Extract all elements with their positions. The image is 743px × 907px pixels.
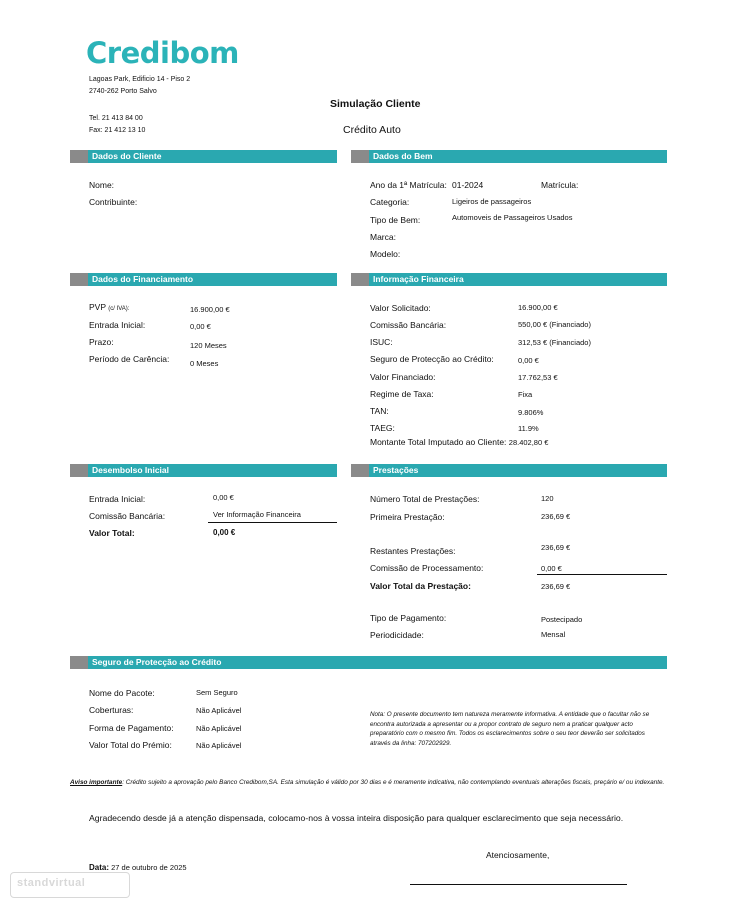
forma-pagamento-value: Não Aplicável [196, 724, 242, 733]
pacote-value: Sem Seguro [196, 688, 238, 697]
nome-label: Nome: [89, 180, 115, 190]
categoria-label: Categoria: [370, 197, 410, 207]
section-header-bem [351, 150, 667, 163]
section-title: Desembolso Inicial [92, 465, 169, 475]
restantes-prestacoes-label: Restantes Prestações: [370, 546, 456, 556]
section-header-seguro [70, 656, 667, 669]
company-tel: Tel. 21 413 84 00 [89, 115, 143, 122]
info-row-value: Fixa [518, 390, 533, 399]
desembolso-total-label: Valor Total: [89, 528, 135, 538]
pacote-label: Nome do Pacote: [89, 688, 155, 698]
company-fax: Fax: 21 412 13 10 [89, 127, 146, 134]
company-address-line2: 2740-262 Porto Salvo [89, 88, 157, 95]
info-row-label: Seguro de Protecção ao Crédito: [370, 354, 494, 364]
section-title: Seguro de Protecção ao Crédito [92, 657, 222, 667]
coberturas-label: Coberturas: [89, 705, 134, 715]
numero-prestacoes-value: 120 [541, 494, 554, 503]
pvp-label-text: PVP [89, 302, 106, 312]
section-marker [351, 273, 369, 286]
divider [208, 522, 337, 523]
watermark-logo [10, 872, 130, 898]
comissao-processamento-value: 0,00 € [541, 564, 562, 573]
periodicidade-label: Periodicidade: [370, 630, 424, 640]
info-row-value: 11.9% [518, 424, 539, 433]
aviso-text: : Crédito sujeito a aprovação pelo Banco Credibom,SA. Esta simulação é válido por 30 dias e é meramente indicativa, não contemplando eventuais alterações fiscais, preçário e/ ou indexante. [122, 779, 665, 786]
page-subtitle: Crédito Auto [343, 124, 401, 136]
data-value: 27 de outubro de 2025 [111, 863, 187, 872]
pvp-label [89, 302, 129, 312]
section-header-desembolso [70, 464, 337, 477]
carencia-label: Período de Carência: [89, 354, 170, 364]
section-header-prestacoes [351, 464, 667, 477]
watermark-text: standvirtual [17, 877, 86, 889]
forma-pagamento-label: Forma de Pagamento: [89, 723, 174, 733]
signature-line [410, 884, 627, 885]
section-marker [70, 656, 88, 669]
valor-total-prestacao-value: 236,69 € [541, 582, 571, 591]
entrada-value: 0,00 € [190, 322, 211, 331]
info-row-label: TAN: [370, 406, 389, 416]
pvp-label-sub: (c/ IVA): [108, 306, 130, 312]
primeira-prestacao-label: Primeira Prestação: [370, 512, 445, 522]
section-marker [70, 150, 88, 163]
divider [537, 574, 667, 575]
company-address-line1: Lagoas Park, Edificio 14 - Piso 2 [89, 76, 191, 83]
montante-label: Montante Total Imputado ao Cliente: [370, 437, 507, 447]
coberturas-value: Não Aplicável [196, 706, 242, 715]
info-row-label: Valor Financiado: [370, 372, 436, 382]
categoria-value: Ligeiros de passageiros [452, 197, 532, 206]
info-row-label: TAEG: [370, 423, 395, 433]
ano-matricula-label: Ano da 1ª Matrícula: [370, 180, 447, 190]
numero-prestacoes-label: Número Total de Prestações: [370, 494, 480, 504]
info-row-value: 0,00 € [518, 356, 539, 365]
montante-total [370, 437, 548, 447]
info-row-label: Comissão Bancária: [370, 320, 447, 330]
modelo-label: Modelo: [370, 249, 401, 259]
agradecimento-text: Agradecendo desde já a atenção dispensada, colocamo-nos à vossa inteira disposição para qualquer esclarecimento que seja necessário. [89, 813, 624, 823]
desembolso-total-value: 0,00 € [213, 528, 236, 537]
info-row-label: Valor Solicitado: [370, 303, 431, 313]
section-title: Dados do Bem [373, 151, 433, 161]
valor-total-prestacao-label: Valor Total da Prestação: [370, 581, 471, 591]
desembolso-entrada-value: 0,00 € [213, 493, 234, 502]
section-title: Dados do Financiamento [92, 274, 194, 284]
section-header-financiamento [70, 273, 337, 286]
tipo-pagamento-value: Postecipado [541, 615, 583, 624]
data-label: Data: [89, 863, 110, 872]
prazo-label: Prazo: [89, 337, 114, 347]
ano-matricula-value: 01-2024 [452, 180, 484, 190]
carencia-value: 0 Meses [190, 359, 219, 368]
pvp-value: 16.900,00 € [190, 305, 230, 314]
desembolso-comissao-label: Comissão Bancária: [89, 511, 166, 521]
page-title: Simulação Cliente [330, 98, 421, 110]
marca-label: Marca: [370, 232, 396, 242]
contribuinte-label: Contribuinte: [89, 197, 138, 207]
premio-label: Valor Total do Prémio: [89, 740, 172, 750]
premio-value: Não Aplicável [196, 741, 242, 750]
info-row-value: 16.900,00 € [518, 303, 558, 312]
info-row-value: 312,53 € (Financiado) [518, 338, 591, 347]
info-row-value: 550,00 € (Financiado) [518, 320, 591, 329]
restantes-prestacoes-value: 236,69 € [541, 543, 571, 552]
info-row-label: ISUC: [370, 337, 393, 347]
section-marker [70, 273, 88, 286]
nota-informativa: Nota: O presente documento tem natureza meramente informativa. A entidade que o facultar não se encontra autorizada a apresentar ou a propor contrato de seguro nem a praticar qualquer acto preparatório com o mesmo fim. Todos os esclarecimentos sobre o seu teor deverão ser solicitados através da linha: 707202929. [370, 711, 650, 747]
prazo-value: 120 Meses [190, 341, 227, 350]
data-line [89, 863, 187, 872]
info-row-label: Regime de Taxa: [370, 389, 434, 399]
section-marker [70, 464, 88, 477]
info-row-value: 17.762,53 € [518, 373, 558, 382]
section-title: Dados do Cliente [92, 151, 162, 161]
entrada-label: Entrada Inicial: [89, 320, 146, 330]
tipo-pagamento-label: Tipo de Pagamento: [370, 613, 447, 623]
section-header-info [351, 273, 667, 286]
info-row-value: 9.806% [518, 408, 544, 417]
primeira-prestacao-value: 236,69 € [541, 512, 571, 521]
desembolso-comissao-value: Ver Informação Financeira [213, 510, 301, 519]
aviso-label: Aviso importante [70, 779, 123, 786]
matricula-label: Matrícula: [541, 180, 579, 190]
section-marker [351, 464, 369, 477]
desembolso-entrada-label: Entrada Inicial: [89, 494, 146, 504]
periodicidade-value: Mensal [541, 630, 566, 639]
section-title: Prestações [373, 465, 419, 475]
atenciosamente-text: Atenciosamente, [486, 850, 550, 860]
tipo-bem-label: Tipo de Bem: [370, 215, 421, 225]
section-title: Informação Financeira [373, 274, 464, 284]
credibom-logo: Credibom [86, 36, 239, 70]
aviso-importante [70, 778, 670, 789]
comissao-processamento-label: Comissão de Processamento: [370, 563, 484, 573]
montante-value: 28.402,80 € [508, 438, 549, 447]
section-marker [351, 150, 369, 163]
section-header-cliente [70, 150, 337, 163]
tipo-bem-value: Automoveis de Passageiros Usados [452, 213, 573, 222]
